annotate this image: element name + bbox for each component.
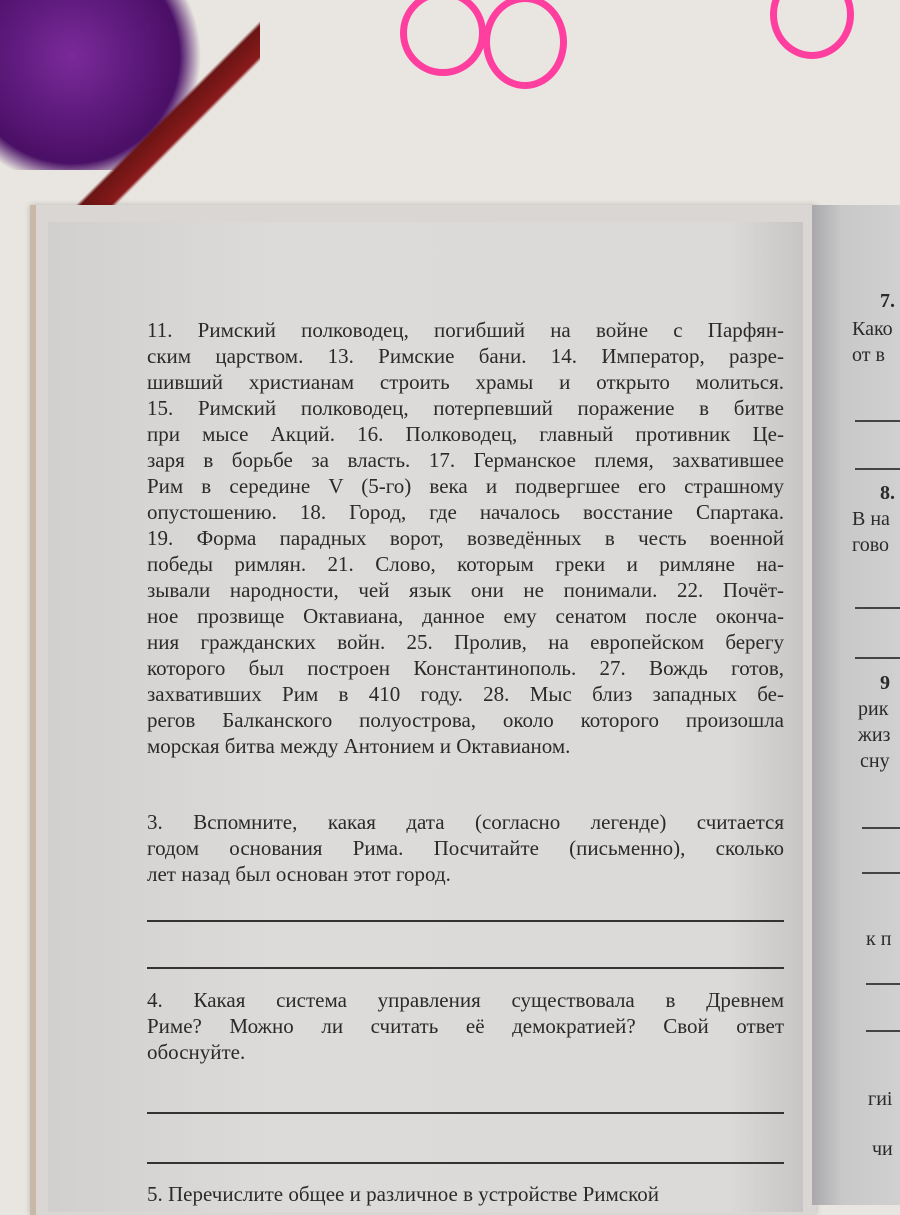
task-3 [147, 809, 784, 887]
text-line: 15. Римский полководец, потерпевший поражение в битве [147, 396, 784, 420]
answer-line [866, 983, 900, 985]
text-line: годом основания Рима. Посчитайте (письменно), сколько [147, 836, 784, 860]
right-page-text-fragment: 9 [880, 672, 890, 694]
right-page-text-fragment: жиз [858, 724, 891, 746]
text-line: ния гражданских войн. 25. Пролив, на европейском берегу [147, 630, 784, 654]
text-line: 5. Перечислите общее и различное в устройстве Римской [147, 1182, 659, 1206]
answer-line [855, 607, 900, 609]
right-page-text-fragment: Како [852, 318, 893, 340]
text-line: при мысе Акций. 16. Полководец, главный противник Це- [147, 422, 784, 446]
right-page-text-fragment: рик [858, 698, 889, 720]
answer-line [862, 872, 900, 874]
right-page-text-fragment: В на [852, 508, 890, 530]
answer-line [855, 657, 900, 659]
text-line: шивший христианам строить храмы и открыто молиться. [147, 370, 784, 394]
text-line: зывали народности, чей язык они не понимали. 22. Почёт- [147, 578, 784, 602]
text-line: ским царством. 13. Римские бани. 14. Император, разре- [147, 344, 784, 368]
task-5 [147, 1181, 784, 1207]
text-line: захвативших Рим в 410 году. 28. Мыс близ западных бе- [147, 682, 784, 706]
text-line: заря в борьбе за власть. 17. Германское племя, захватившее [147, 448, 784, 472]
text-line: морская битва между Антонием и Октавианом. [147, 734, 571, 758]
text-line: лет назад был основан этот город. [147, 862, 451, 886]
right-page-text-fragment: 8. [880, 482, 895, 504]
right-page-text-fragment: от в [852, 344, 885, 366]
answer-line [147, 920, 784, 922]
answer-line [855, 468, 900, 470]
text-line: обоснуйте. [147, 1040, 246, 1064]
text-line: Рим в середине V (5-го) века и подвергшее его страшному [147, 474, 784, 498]
right-page-text-fragment: к п [866, 928, 892, 950]
text-line: 3. Вспомните, какая дата (согласно легенде) считается [147, 810, 784, 834]
task-4 [147, 987, 784, 1065]
text-line: опустошению. 18. Город, где началось восстание Спартака. [147, 500, 784, 524]
text-line: которого был построен Константинополь. 27. Вождь готов, [147, 656, 784, 680]
text-line: Риме? Можно ли считать её демократией? Свой ответ [147, 1014, 784, 1038]
pink-ring [400, 0, 486, 76]
answer-line [855, 420, 900, 422]
text-line: 4. Какая система управления существовала в Древнем [147, 988, 784, 1012]
text-line: 19. Форма парадных ворот, возведённых в честь военной [147, 526, 784, 550]
right-page-text-fragment: гиі [868, 1088, 893, 1110]
text-line: ное прозвище Октавиана, данное ему сенатом после оконча- [147, 604, 784, 628]
right-page-text-fragment: сну [860, 750, 890, 772]
text-line: победы римлян. 21. Слово, которым греки и римляне на- [147, 552, 784, 576]
answer-line [147, 967, 784, 969]
right-page-text-fragment: чи [872, 1138, 893, 1160]
text-line: 11. Римский полководец, погибший на войне с Парфян- [147, 318, 784, 342]
right-page-text-fragment: гово [852, 534, 890, 556]
crossword-clues [147, 317, 784, 759]
answer-line [866, 1030, 900, 1032]
answer-line [862, 827, 900, 829]
text-line: регов Балканского полуострова, около которого произошла [147, 708, 784, 732]
answer-line [147, 1162, 784, 1164]
pink-ring [770, 0, 854, 59]
answer-line [147, 1112, 784, 1114]
right-page-text-fragment: 7. [880, 290, 895, 312]
pink-ring [483, 0, 567, 89]
